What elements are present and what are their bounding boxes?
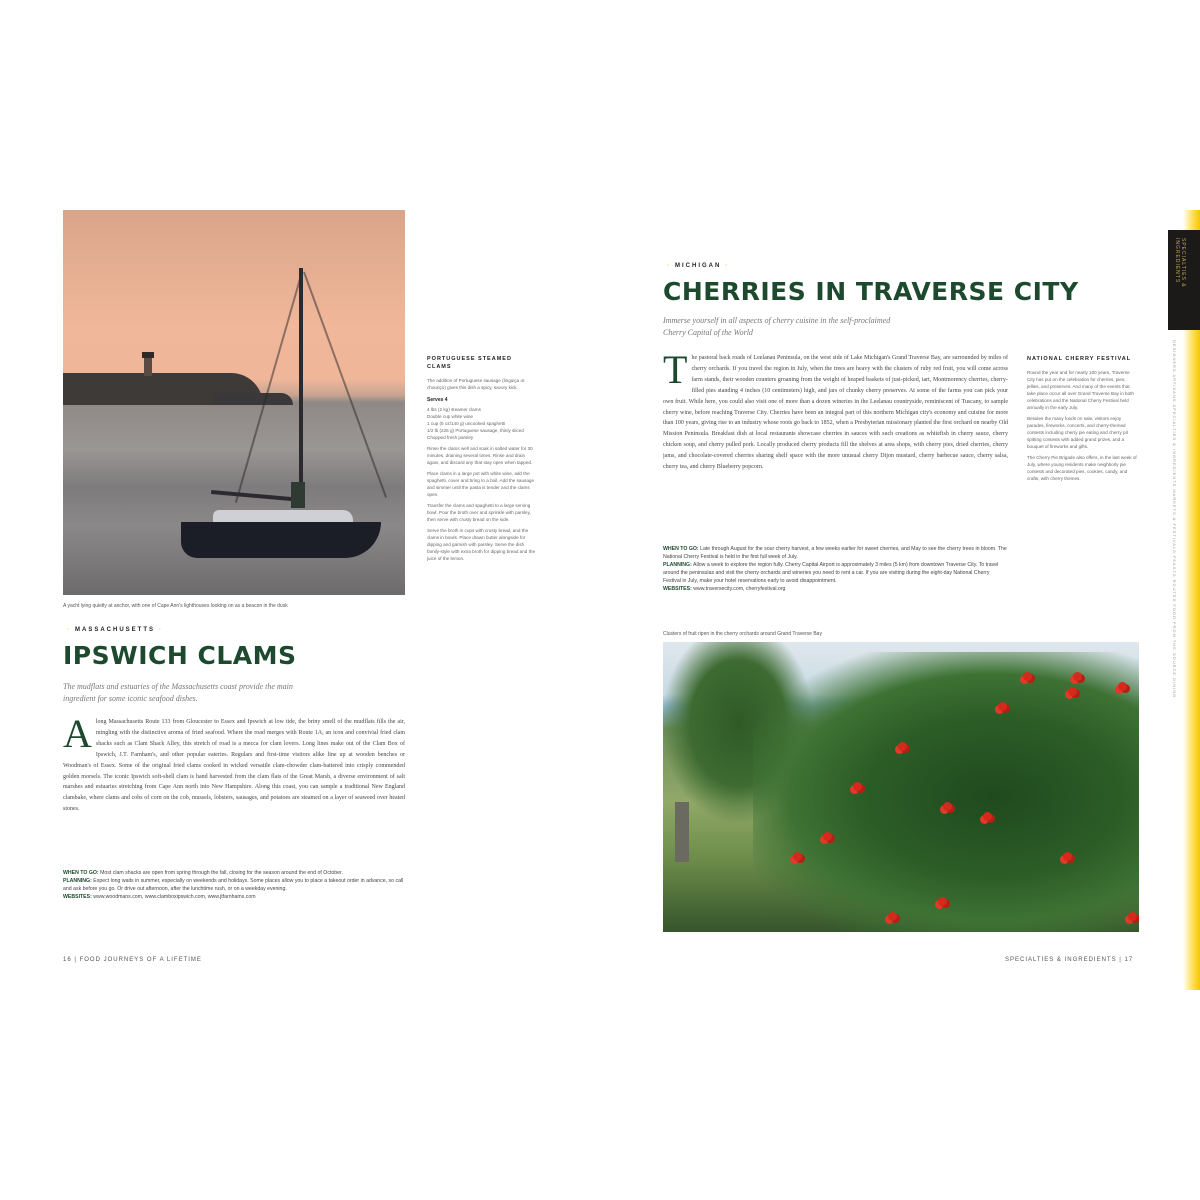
tick-mark: · — [159, 627, 164, 633]
fact-box — [63, 869, 405, 901]
article-title: CHERRIES IN TRAVERSE CITY — [663, 277, 1079, 306]
photo-caption: Clusters of fruit ripen in the cherry orchards around Grand Traverse Bay — [663, 631, 822, 637]
region-text: MICHIGAN — [675, 263, 722, 269]
ingredient: Double cup white wine — [427, 414, 473, 419]
cherry — [943, 802, 952, 811]
sidebar-paragraph: Round the year and for nearly 100 years, Traverse City has put on the celebration for cherries, pies, jellies, and preserves. And many of the events that take place occur all over Grand Traverse Bay in both celebrations and the National Cherry Festival held annually in the early July. — [1027, 370, 1134, 410]
cherry — [898, 742, 907, 751]
cherry — [823, 832, 832, 841]
page-folio-left: 16 | FOOD JOURNEYS OF A LIFETIME — [63, 957, 202, 963]
tick-mark: · — [725, 263, 730, 269]
sailboat-lighthouse-photo — [63, 210, 405, 595]
chapter-index-edge: DESIGNERS ARTISANS SPECIALTIES & INGREDIENTS MARKETS & FESTIVALS FEASTS ROUTES FOOD FROM THE SOURCE DINING — [1172, 340, 1177, 699]
jetty — [213, 393, 293, 405]
body-text: he pastoral back roads of Leelanau Peninsula, on the west side of Lake Michigan's Grand Traverse Bay, are surrounded by miles of cherry orchards. If you travel the region in July, when the trees are heavy with the clusters of ruby red fruit, you will come across farm stands, their wooden counters groaning from the weight of heaped baskets of just-picked, tart, Montmorency cherries, cherry-filled pies standing 4 inches (10 centimeters) high, and jars of chunky cherry preserves. At some of the farms you can pick your own fruit. While here, you could also visit one of more than a dozen wineries in the Leelanau countryside, reminiscent of Tuscany, to sample cherry wine, before reaching Traverse City. Cherries have been an integral part of this northern Michigan city's economy and cuisine for more than 100 years, giving rise to an industry whose roots go back to 1852, when a Presbyterian missionary planted the first orchard on nearby Old Mission Peninsula. Breakfast dish at local restaurants showcase cherries in sauces with such creations as whitefish in cherry sauce, cherry chicken soup, and cherry pulled pork. Locally produced cherry products fill the shelves at area shops, with cherry pies, dried cherries, cherry jams, and chocolate-covered cherries sharing shelf space with the more unusual cherry Dijon mustard, cherry barbecue sauce, cherry salsa, cherry tea, and cherry Blueberry popcorn. — [663, 355, 1008, 471]
right-page — [600, 205, 1200, 995]
article-body — [663, 353, 1008, 535]
fact-text: www.woodmans.com, www.clamboxipswich.com, www.jtfarnhams.com — [93, 894, 256, 900]
fact-label: WHEN TO GO: — [63, 870, 99, 876]
article-dek: Immerse yourself in all aspects of cherry cuisine in the self-proclaimed Cherry Capital of the World — [663, 316, 891, 337]
fact-planning — [663, 561, 1008, 585]
region-label — [663, 263, 733, 269]
article-dek: The mudflats and estuaries of the Massachusetts coast provide the main ingredient for some iconic seafood dishes. — [63, 682, 293, 703]
hull — [181, 522, 381, 558]
ingredient: 1/2 lb (225 g) Portuguese sausage, thinly sliced — [427, 428, 524, 433]
tree-trunk — [675, 802, 689, 862]
sidebar-title: PORTUGUESE STEAMED CLAMS — [427, 356, 512, 370]
fact-label: WEBSITES: — [63, 894, 92, 900]
fact-text: Expect long waits in summer, especially on weekends and holidays. Some places allow you to place a takeout order in advance, so call and ask before you go. Or drive out afternoon, after the lunchtime rush, or on a weekday evening. — [63, 878, 404, 892]
cherry — [1073, 672, 1082, 681]
cherry — [938, 897, 947, 906]
fact-text: Allow a week to explore the region fully. Cherry Capital Airport is approximately 3 miles (5 km) from downtown Traverse City. To travel around the peninsulas and visit the cherry orchards and wineries you need to rent a car. If you are visiting during the eight-day National Cherry Festival in July, make your hotel reservations early to avoid disappointment. — [663, 562, 999, 584]
recipe-sidebar — [427, 355, 537, 566]
cherry — [853, 782, 862, 791]
page-folio-right: SPECIALTIES & INGREDIENTS | 17 — [1005, 957, 1134, 963]
drop-cap: T — [663, 353, 688, 392]
cherry — [998, 702, 1007, 711]
tick-mark: · — [667, 263, 671, 269]
cherry — [1068, 687, 1077, 696]
tick-mark: · — [67, 627, 71, 633]
thumb-tab-label: SPECIALTIES & INGREDIENTS — [1174, 238, 1186, 288]
fact-when — [663, 545, 1008, 561]
fact-when — [63, 869, 405, 877]
sidebar-title: NATIONAL CHERRY FESTIVAL — [1027, 356, 1132, 362]
cherry-orchard-photo — [663, 642, 1139, 932]
serves-label: Serves 4 — [427, 397, 448, 403]
fact-label: WHEN TO GO: — [663, 546, 699, 552]
article-body — [63, 717, 405, 865]
cherry — [888, 912, 897, 921]
cherry — [1023, 672, 1032, 681]
lighthouse-lamp — [142, 352, 154, 358]
cherry — [983, 812, 992, 821]
cherry — [793, 852, 802, 861]
region-text: MASSACHUSETTS — [75, 627, 156, 633]
fact-text: Most clam shacks are open from spring through the fall, closing for the season around the end of October. — [100, 870, 343, 876]
festival-sidebar — [1027, 355, 1137, 486]
mast — [299, 268, 303, 508]
ingredient: 4 lbs (2 kg) steamer clams — [427, 407, 481, 412]
fact-label: WEBSITES: — [663, 586, 692, 592]
sidebar-paragraph: The Cherry Pie Brigade also offers, in the last week of July, where young residents make neighborly pie contests and decorated pies, cookies, candy, and crafts, with cherry themes. — [1027, 455, 1137, 481]
ingredient: 1 cup (5 oz/140 g) uncooked spaghetti — [427, 421, 506, 426]
fact-planning — [63, 877, 405, 893]
recipe-step: Transfer the clams and spaghetti to a large serving bowl. Pour the broth over and sprinkle with parsley, then serve with crusty bread on the side. — [427, 503, 531, 522]
boom — [211, 490, 303, 502]
cherry — [1063, 852, 1072, 861]
sidebar-paragraph: Besides the many foods on sale, visitors enjoy parades, fireworks, concerts, and cherry-themed contests including cherry pie eating and cherry pit spitting contests with added grand prizes, and a bouquet of fireworks and gifts. — [1027, 416, 1128, 449]
fact-websites — [663, 585, 1008, 593]
cherry-branch-foliage — [753, 652, 1139, 932]
left-page — [0, 205, 600, 995]
cherry — [1118, 682, 1127, 691]
photo-caption: A yacht lying quietly at anchor, with one of Cape Ann's lighthouses looking on as a beacon in the dusk — [63, 603, 288, 609]
region-label — [63, 627, 167, 633]
body-text: long Massachusetts Route 133 from Gloucester to Essex and Ipswich at low tide, the briny smell of the mudflats fills the air, mingling with the distinctive aroma of fried seafood. Where the road merges with Route 1A, an icon and convivial fried clam shacks such as Clam Shack Alley, this stretch of road is a mecca for clam lovers. Long lines make out of the Clam Box of Ipswich, J.T. Farnham's, and other popular eateries. Regulars and first-time visitors alike line up at wooden benches or Woodman's of Essex. Some of the original fried clams cooked in wicked versatile clam-chowder clam-battered into crisply commended golden morsels. The iconic Ipswich soft-shell clam is hand harvested from the clam flats of the Great Marsh, a diverse environment of salt marshes and estuaries stretching from Cape Ann north into New Hampshire. Along this coast, you can sample a traditional New England clambake, where clams and cobs of corn on the cob, mussels, lobsters, sausages, and potatoes are steamed on a layer of seaweed over heated stones. — [63, 719, 405, 813]
lighthouse — [144, 356, 152, 376]
rigging — [303, 272, 387, 498]
recipe-step: Place clams in a large pot with white wine, add the spaghetti, cover and bring to a boil. Add the sausage and simmer until the pasta is tender and the clams open. — [427, 471, 535, 497]
fact-label: PLANNING: — [63, 878, 92, 884]
drop-cap: A — [63, 717, 92, 756]
fact-box — [663, 545, 1008, 593]
cherry — [1128, 912, 1137, 921]
sidebar-intro: The addition of Portuguese sausage (linguiça or chouriço) gives this dish a spicy, savory kick. — [427, 378, 525, 390]
fact-text: Late through August for the sour cherry harvest, a few weeks earlier for sweet cherries, and May to see the cherry trees in bloom. The National Cherry Festival is held in the first full week of July. — [663, 546, 1007, 560]
recipe-step: Serve the broth in cups with crusty bread, and the clams in bowls. Place drawn butter alongside for dipping and garnish with parsley. Serve the dish family-style with extra broth for dipping bread and the juice of the lemon. — [427, 528, 536, 561]
recipe-step: Rinse the clams well and soak in salted water for 30 minutes, draining several times. Rinse and drain again, and discard any that stay open when tapped. — [427, 446, 533, 465]
ingredient: Chopped fresh parsley — [427, 435, 474, 440]
furled-sail — [291, 482, 305, 508]
fact-text: www.traversecity.com, cherryfestival.org — [693, 586, 786, 592]
article-title: IPSWICH CLAMS — [63, 641, 297, 670]
fact-websites — [63, 893, 405, 901]
chapter-thumb-tab — [1168, 230, 1200, 330]
fact-label: PLANNING: — [663, 562, 692, 568]
